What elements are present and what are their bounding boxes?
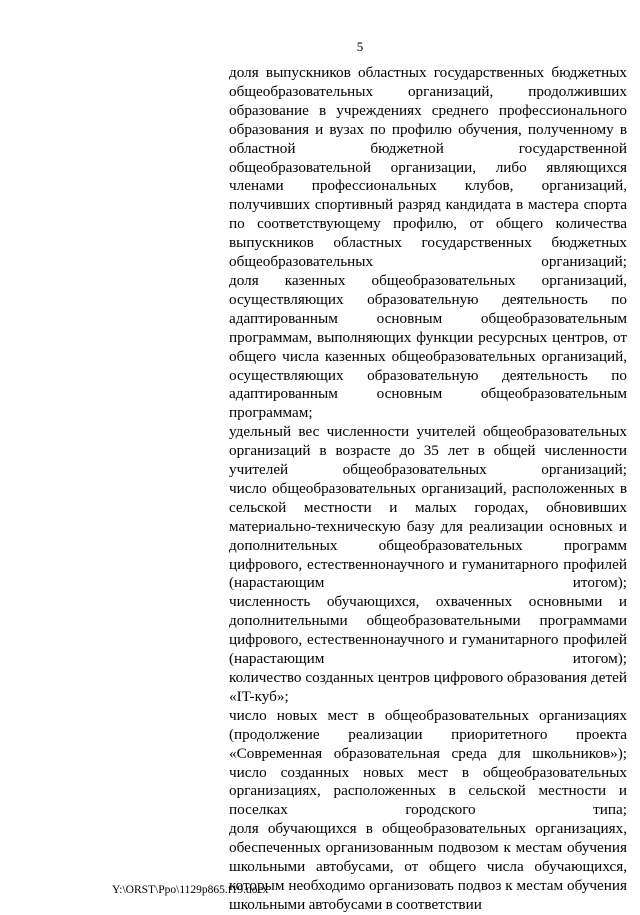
footer-file-path: Y:\ORST\Ppo\1129p865.f19.docx	[112, 884, 269, 896]
paragraph-school-bus-share: доля обучающихся в общеобразовательных организациях, обеспеченных организованным подвозом к местам обучения школьными автобусами, от общего числа обучающихся, которым необходимо организовать подвоз к местам обучения школьными автобусами в соответствии	[229, 820, 627, 913]
paragraph-rural-new-places: число созданных новых мест в общеобразовательных организациях, расположенных в сельской местности и поселках городского типа;	[229, 763, 627, 819]
paragraph-rural-schools-count: число общеобразовательных организаций, расположенных в сельской местности и малых городах, обновивших материально-техническую базу для реализации основных и дополнительных общеобразовательных программ цифрового, естественнонаучного и гуманитарного профилей (нарастающим итогом);	[229, 479, 627, 592]
paragraph-graduates-share: доля выпускников областных государственных бюджетных общеобразовательных организаций, продолживших образование в учреждениях среднего профессионального образования и вузах по профилю обучения, полученному в областной бюджетной государственной общеобразовательной организации, либо являющихся членами профессиональных клубов, организаций, получивших спортивный разряд кандидата в мастера спорта по соответствующему профилю, от общего количества выпускников областных государственных бюджетных общеобразовательных организаций;	[229, 64, 627, 271]
page-number: 5	[356, 39, 364, 54]
paragraph-young-teachers-share: удельный вес численности учителей общеобразовательных организаций в возрасте до 35 лет в общей численности учителей общеобразовательных организаций;	[229, 423, 627, 479]
paragraph-resource-centers-share: доля казенных общеобразовательных организаций, осуществляющих образовательную деятельность по адаптированным основным общеобразовательным программам, выполняющих функции ресурсных центров, от общего числа казенных общеобразовательных организаций, осуществляющих образовательную деятельность по адаптированным основным общеобразовательным программам;	[229, 271, 627, 422]
paragraph-new-school-places: число новых мест в общеобразовательных организациях (продолжение реализации приоритетного проекта «Современная образовательная среда для школьников»);	[229, 706, 627, 762]
paragraph-it-cube-centers: количество созданных центров цифрового образования детей «IT-куб»;	[229, 669, 627, 705]
paragraph-students-covered: численность обучающихся, охваченных основными и дополнительными общеобразовательными программами цифрового, естественнонаучного и гуманитарного профилей (нарастающим итогом);	[229, 593, 627, 668]
document-body	[229, 64, 627, 915]
